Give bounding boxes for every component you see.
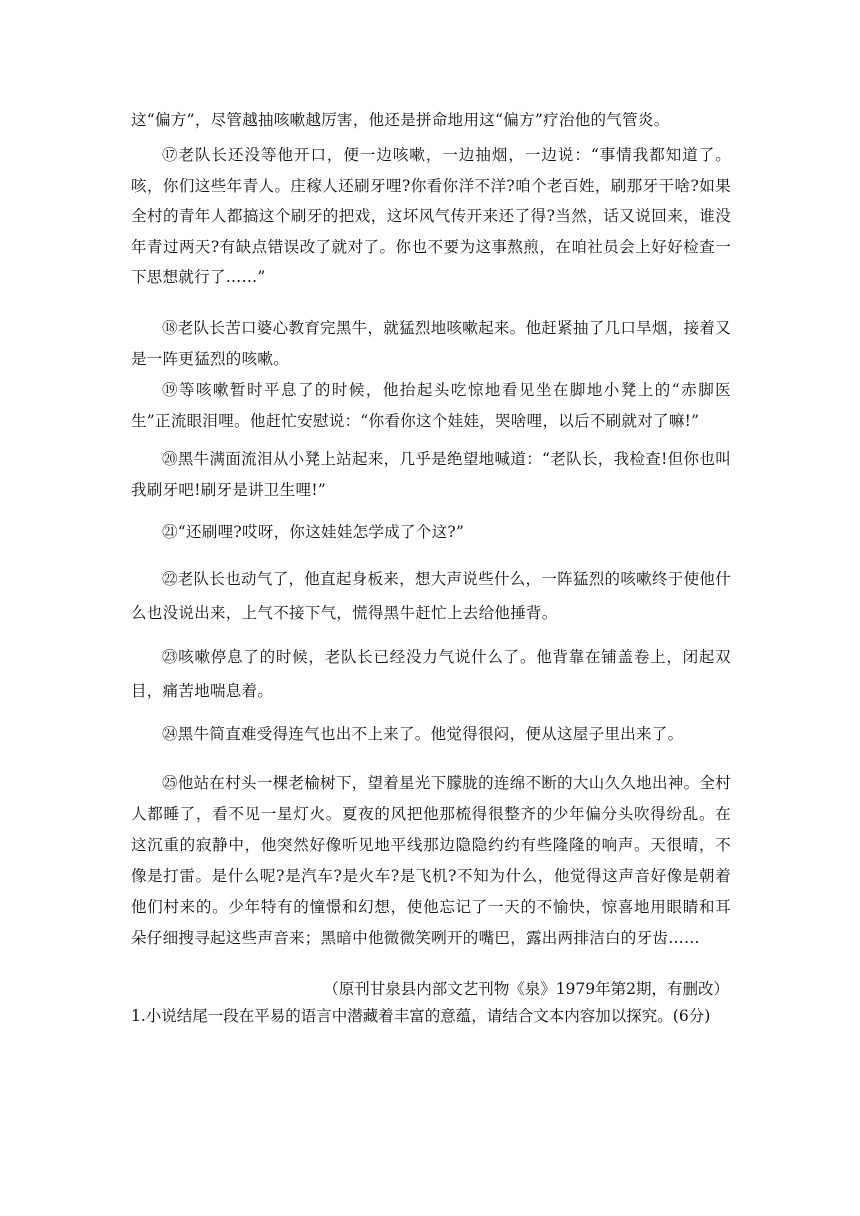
- paragraph-25: ㉕他站在村头一棵老榆树下，望着星光下朦胧的连绵不断的大山久久地出神。全村人都睡了，看不见一星灯火。夏夜的风把他那梳得很整齐的少年偏分头吹得纷乱。在这沉重的寂静中，他突然好像听见地平线那边隐隐约约有些隆隆的响声。天很晴，不像是打雷。是什么呢?是汽车?是火车?是飞机?不知为什么，他觉得这声音好像是朝着他们村来的。少年特有的憧憬和幻想，使他忘记了一天的不愉快，惊喜地用眼睛和耳朵仔细搜寻起这些声音来；黑暗中他微微笑咧开的嘴巴，露出两排洁白的牙齿……: [131, 774, 731, 947]
- paragraph-24: ㉔黑牛简直难受得连气也出不上来了。他觉得很闷，便从这屋子里出来了。: [162, 725, 684, 743]
- paragraph-20: ⑳黑牛满面流泪从小凳上站起来，几乎是绝望地喊道：“老队长，我检查!但你也叫我刷牙吧!刷牙是讲卫生哩!”: [131, 450, 731, 499]
- paragraph-23: ㉓咳嗽停息了的时候，老队长已经没力气说什么了。他背靠在铺盖卷上，闭起双目，痛苦地喘息着。: [131, 648, 731, 700]
- paragraph-22: ㉒老队长也动气了，他直起身板来，想大声说些什么，一阵猛烈的咳嗽终于使他什么也没说出来，上气不接下气，慌得黑牛赶忙上去给他捶背。: [131, 570, 731, 622]
- source-citation: （原刊甘泉县内部文艺刊物《泉》1979年第2期，有删改）: [323, 980, 729, 998]
- paragraph-21: ㉑“还刷哩?哎呀，你这娃娃怎学成了个这?”: [162, 523, 465, 541]
- paragraph-19: ⑲等咳嗽暂时平息了的时候，他抬起头吃惊地看见坐在脚地小凳上的“赤脚医生”正流眼泪哩。他赶忙安慰说：“你看你这个娃娃，哭啥哩，以后不刷就对了嘛!”: [131, 381, 731, 430]
- paragraph-17: ⑰老队长还没等他开口，便一边咳嗽，一边抽烟，一边说：“事情我都知道了。咳，你们这些年青人。庄稼人还刷牙哩?你看你洋不洋?咱个老百姓，刷那牙干啥?如果全村的青年人都搞这个刷牙的把戏，这坏风气传开来还了得?当然，话又说回来，谁没年青过两天?有缺点错误改了就对了。你也不要为这事熬煎，在咱社员会上好好检查一下思想就行了……”: [131, 146, 731, 286]
- question-1: 1.小说结尾一段在平易的语言中潜藏着丰富的意蕴，请结合文本内容加以探究。(6分): [131, 1007, 711, 1025]
- paragraph-18: ⑱老队长苦口婆心教育完黑牛，就猛烈地咳嗽起来。他赶紧抽了几口旱烟，接着又是一阵更猛烈的咳嗽。: [131, 319, 731, 368]
- paragraph-16-end: 这“偏方”，尽管越抽咳嗽越厉害，他还是拼命地用这“偏方”疗治他的气管炎。: [131, 111, 670, 129]
